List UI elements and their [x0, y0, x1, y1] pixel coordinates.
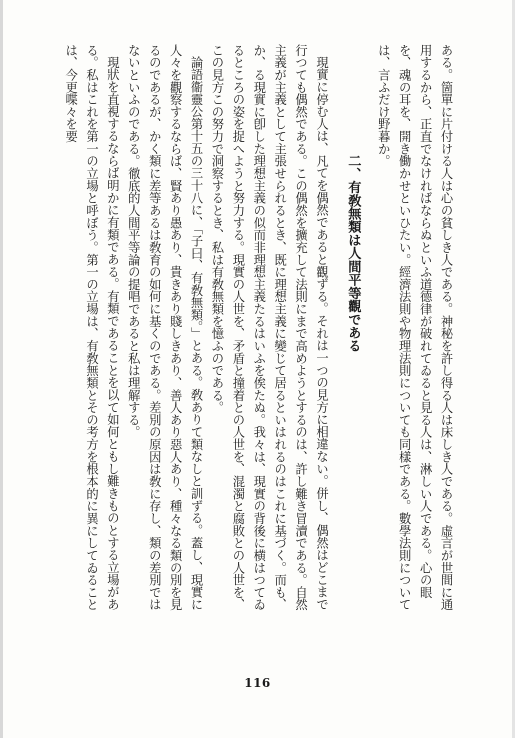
- vertical-text-body: [62, 44, 456, 612]
- paragraph-3: 論語衞靈公第十五の三十八に、「子曰、有敎無類。」とある。敎ありて類なしと訓ずる。蓋し、現實に人々を觀察するならば、賢あり愚あり、貴きあり賤しきあり、善人あり惡人あり、種々なる類の別を見るのであるが、かく類に差等あるは敎育の如何に基くのである。差別の原因は敎に存し、類の差別ではないといふのである。徹底的人間平等論の提唱であると私は理解する。: [126, 44, 204, 611]
- paragraph-4: 現狀を直視するならば明かに有類である。有類であることを以て如何ともし難きものとする立場がある。私はこれを第一の立場と呼ぼう。第一の立場は、有敎無類とその考方を根本的に異にしてゐることは、今更喋々を要: [63, 44, 120, 611]
- page-number: 116: [244, 676, 271, 690]
- section-heading: 二、有敎無類は人間平等觀である: [345, 153, 361, 352]
- paragraph-2: 現實に停む人は、凡てを偶然であると觀ずる。それは一つの見方に相違ない。併し、偶然はどこまで行つても偶然である。この偶然を擴充して法則にまで高めようとするのは、許し難き冒瀆である。自然主義が主義として主張せられるとき、既に理想主義に變じて居るといはれるのはこれに基づく。而も、か、る現實に卽した理想主義の似而非理想主義たるはいふを俟たぬ。我々は、現實の背後に横はつてゐるところの姿を捉へようと努力する。現實の人世を、矛盾と撞着との人世を、混濁と腐敗との人世を、この見方この努力で洞察するとき、私は有敎無類を憶ふのである。: [209, 44, 329, 611]
- scan-edge-left: [0, 0, 3, 738]
- paragraph-1: ある。箇單に片付ける人は心の貧しき人である。神秘を許し得る人は床しき人である。虛言が世間に通用するから、正直でなければならぬといふ道德律が破れてゐると見る人は、淋しい人である。心の眼を、魂の耳を、開き働かせといひたい。經濟法則や物理法則についても同樣である。數學法則については、言ふだけ野暮か。: [376, 44, 453, 611]
